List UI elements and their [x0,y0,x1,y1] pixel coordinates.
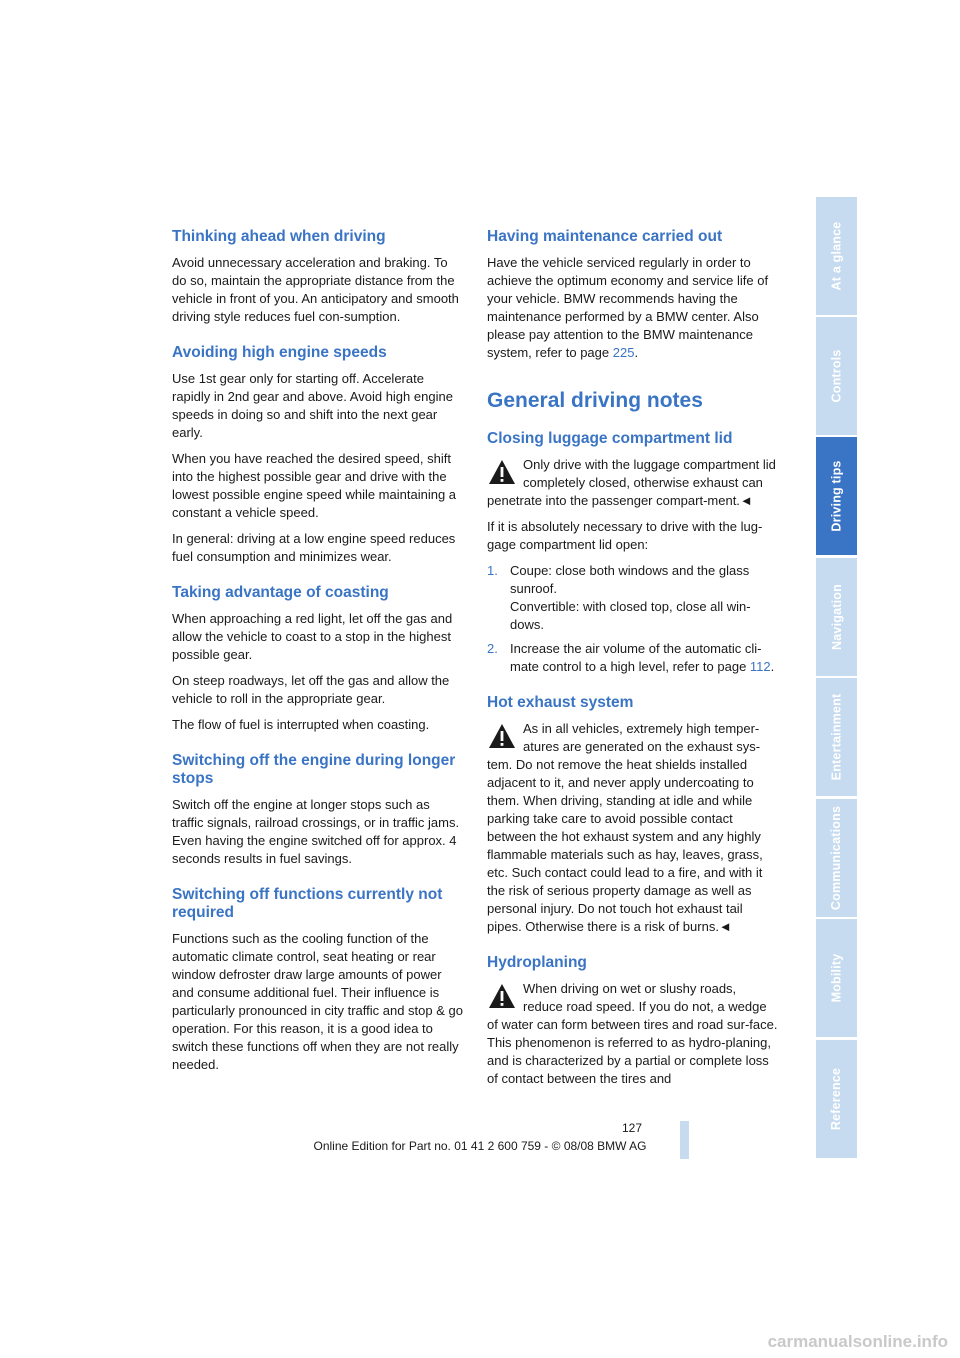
tab-driving-tips[interactable] [816,437,857,555]
section-thinking-ahead [172,228,464,326]
main-heading: General driving notes [487,389,703,412]
warning-note [487,980,779,1088]
tab-communications[interactable] [816,799,857,917]
page-link-112[interactable]: 112 [749,659,771,674]
section-title: Switching off the engine during longer stops [172,752,456,787]
paragraph: Use 1st gear only for starting off. Accelerate rapidly in 2nd gear and above. Avoid high engine speeds in doing so and shift into the next gear early. [172,371,453,440]
tab-label: Communications [829,805,844,911]
tab-label: Entertainment [829,693,844,781]
step-text [510,562,779,634]
tab-entertainment[interactable] [816,678,857,796]
section-title: Hydroplaning [487,954,587,971]
tab-mobility[interactable] [816,919,857,1037]
tab-navigation[interactable] [816,558,857,676]
paragraph: Switch off the engine at longer stops such as traffic signals, railroad crossings, or in traffic jams. Even having the engine switched off for approx. 4 seconds results in fuel savings. [172,797,460,866]
section-maintenance [487,228,779,362]
tab-label: Driving tips [829,460,844,532]
tab-at-a-glance[interactable] [816,197,857,315]
paragraph: On steep roadways, let off the gas and allow the vehicle to roll in the appropriate gear. [172,673,450,706]
tab-label: Reference [829,1067,844,1131]
paragraph: Avoid unnecessary acceleration and braking. To do so, maintain the appropriate distance from the vehicle in front of you. An anticipatory and smooth driving style reduces fuel con-sumption. [172,255,459,324]
watermark: carmanualsonline.info [767,1332,948,1351]
section-title: Thinking ahead when driving [172,228,386,245]
step-text-line: Increase the air volume of the automatic cli-mate control to a high level, refer to page [510,641,762,674]
section-title: Taking advantage of coasting [172,584,389,601]
step-text-line: Convertible: with closed top, close all win-dows. [510,599,751,632]
warning-note [487,720,779,936]
section-hydroplaning [487,954,779,1088]
warning-triangle-icon [487,458,517,486]
paragraph [487,254,779,362]
warning-triangle-icon [487,982,517,1010]
section-title: Avoiding high engine speeds [172,344,387,361]
step-number: 2. [487,641,498,656]
tab-controls[interactable] [816,317,857,435]
paragraph: In general: driving at a low engine speed reduces fuel consumption and minimizes wear. [172,531,456,564]
page-number: 127 [621,1121,642,1135]
warning-text: As in all vehicles, extremely high temper-atures are generated on the exhaust sys-tem. Do not remove the heat shields installed adjacent to it, and never apply undercoating to them. When driving, standing at idle and while parking take care to avoid possible contact between the hot exhaust system and any highly flammable materials such as hay, leaves, grass, etc. Such contact could lead to a fire, and with it the risk of serious property damage as well as personal injury. Do not touch hot exhaust tail pipes. Otherwise there is a risk of burns.◄ [487,721,763,934]
section-luggage-lid [487,430,779,676]
period: . [634,345,639,360]
section-high-engine-speeds [172,344,464,566]
paragraph-text: Have the vehicle serviced regularly in order to achieve the optimum economy and service life of your vehicle. BMW recommends having the maintenance performed by a BMW center. Also please pay attention to the BMW maintenance system, refer to page [487,255,769,360]
list-item [487,562,779,634]
paragraph: If it is absolutely necessary to drive with the lug-gage compartment lid open: [487,519,763,552]
section-title: Having maintenance carried out [487,228,723,245]
right-column [487,228,779,1106]
step-number: 1. [487,563,498,578]
warning-triangle-icon [487,722,517,750]
warning-note [487,456,779,510]
warning-text: When driving on wet or slushy roads, reduce road speed. If you do not, a wedge of water can form between tires and road sur-face. This phenomenon is referred to as hydro-planing, and is characterized by a partial or complete loss of contact between the tires and [487,981,778,1086]
paragraph: When approaching a red light, let off the gas and allow the vehicle to coast to a stop in the highest possible gear. [172,611,453,662]
warning-text: Only drive with the luggage compartment lid completely closed, otherwise exhaust can penetrate into the passenger compart-ment.◄ [487,457,776,508]
page-link-225[interactable]: 225 [612,345,635,360]
section-hot-exhaust [487,694,779,936]
section-engine-off-stops [172,752,464,868]
step-text [510,640,779,676]
tab-label: At a glance [829,221,844,291]
tab-label: Controls [829,349,844,403]
section-functions-off [172,886,464,1074]
section-title: Closing luggage compartment lid [487,430,733,447]
list-item [487,640,779,676]
paragraph: The flow of fuel is interrupted when coasting. [172,717,430,732]
chapter-tabs [816,197,857,1160]
footer-text: Online Edition for Part no. 01 41 2 600 759 - © 08/08 BMW AG [313,1139,647,1153]
paragraph: When you have reached the desired speed, shift into the highest possible gear and drive with the lowest possible engine speed while maintaining a constant a vehicle speed. [172,451,457,520]
tab-reference[interactable] [816,1040,857,1158]
tab-label: Mobility [829,953,844,1003]
section-coasting [172,584,464,734]
step-text-line: Coupe: close both windows and the glass sunroof. [510,563,750,596]
period: . [770,659,775,674]
section-title: Hot exhaust system [487,694,634,711]
steps-list [487,562,779,676]
section-title: Switching off functions currently not required [172,886,443,921]
left-column [172,228,464,1092]
paragraph: Functions such as the cooling function of the automatic climate control, seat heating or rear window defroster draw large amounts of power and consume additional fuel. Their influence is particularly pronounced in city traffic and stop & go operation. For this reason, it is a good idea to switch these functions off when they are not really needed. [172,931,463,1072]
tab-label: Navigation [829,584,844,650]
